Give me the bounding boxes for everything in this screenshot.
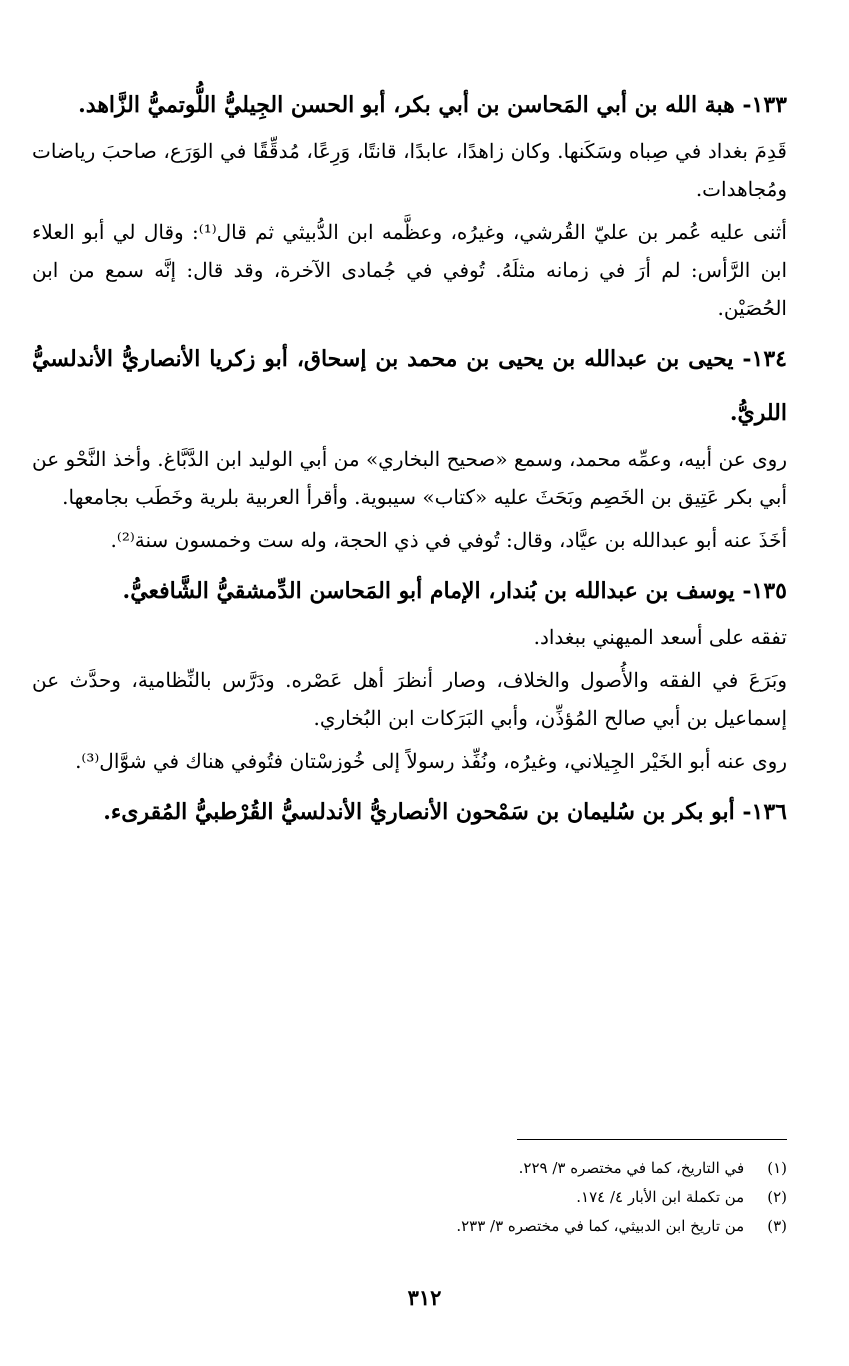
footnote-text: من تكملة ابن الأبار ٤/ ١٧٤. [576,1188,745,1206]
main-text [32,78,787,839]
entry-136 [32,785,787,839]
entry-paragraph: أثنى عليه عُمر بن عليّ القُرشي، وغيرُه، وعظَّمه ابن الدُّبيثي ثم قال⁽¹⁾: وقال لي أبو العلاء ابن الرَّأس: لم أرَ في زمانه مثلَهُ. تُوفي في جُمادى الآخرة، وقد قال: إنَّه سمع من ابن الحُصَيْن. [32,220,787,320]
entry-heading: ١٣٤- يحيى بن عبدالله بن يحيى بن محمد بن إسحاق، أبو زكريا الأنصاريُّ الأندلسيُّ اللريُّ. [32,346,787,426]
entry-paragraph: تفقه على أسعد الميهني ببغداد. [533,625,787,649]
footnote [32,1154,787,1183]
entry-paragraph: وبَرَعَ في الفقه والأُصول والخلاف، وصار أنظرَ أهل عَصْره. ودَرَّس بالنِّظامية، وحدَّث عن إسماعيل بن أبي صالح المُؤذِّن، وأبي البَرَكات ابن البُخاري. [32,668,787,730]
entry-paragraph: روى عن أبيه، وعمِّه محمد، وسمع «صحيح البخاري» من أبي الوليد ابن الدَّبَّاغ. وأخذ النَّحْو عن أبي بكر عَتِيق بن الخَصِم وبَحَثَ عليه «كتاب» سيبوية. وأقرأ العربية بلرية وخَطَب بجامعها. [32,447,787,509]
footnote-text: من تاريخ ابن الدبيثي، كما في مختصره ٣/ ٢٣٣. [456,1217,745,1235]
page-number: ٣١٢ [407,1285,442,1310]
entry-heading: ١٣٣- هبة الله بن أبي المَحاسن بن أبي بكر، أبو الحسن الجِيليُّ اللُّوتميُّ الزَّاهد. [78,92,787,118]
footnote-number: (٢) [767,1188,787,1206]
entry-paragraph: قَدِمَ بغداد في صِباه وسَكَنها. وكان زاهدًا، عابدًا، قانتًا، وَرِعًا، مُدقِّقًا في الوَرَع، صاحبَ رياضات ومُجاهدات. [32,139,787,201]
entry-134 [32,332,787,559]
footnote [32,1212,787,1241]
footnote [32,1183,787,1212]
footnote-text: في التاريخ، كما في مختصره ٣/ ٢٢٩. [518,1159,745,1177]
entry-heading: ١٣٥- يوسف بن عبدالله بن بُندار، الإمام أبو المَحاسن الدِّمشقيُّ الشَّافعيُّ. [122,578,787,604]
entry-133 [32,78,787,327]
footnote-number: (٣) [767,1217,787,1235]
entry-135 [32,564,787,780]
entry-paragraph: روى عنه أبو الخَيْر الجِيلاني، وغيرُه، ونُفِّذ رسولاً إلى خُوزسْتان فتُوفي هناك في شوَّال⁽³⁾. [75,749,787,773]
entry-heading: ١٣٦- أبو بكر بن سُليمان بن سَمْحون الأنصاريُّ الأندلسيُّ القُرْطبيُّ المُقرىء. [103,799,787,825]
footnote-divider [517,1139,787,1140]
footnotes [32,1139,787,1241]
footnote-number: (١) [767,1159,787,1177]
entry-paragraph: أخَذَ عنه أبو عبدالله بن عيَّاد، وقال: تُوفي في ذي الحجة، وله ست وخمسون سنة⁽²⁾. [110,528,787,552]
